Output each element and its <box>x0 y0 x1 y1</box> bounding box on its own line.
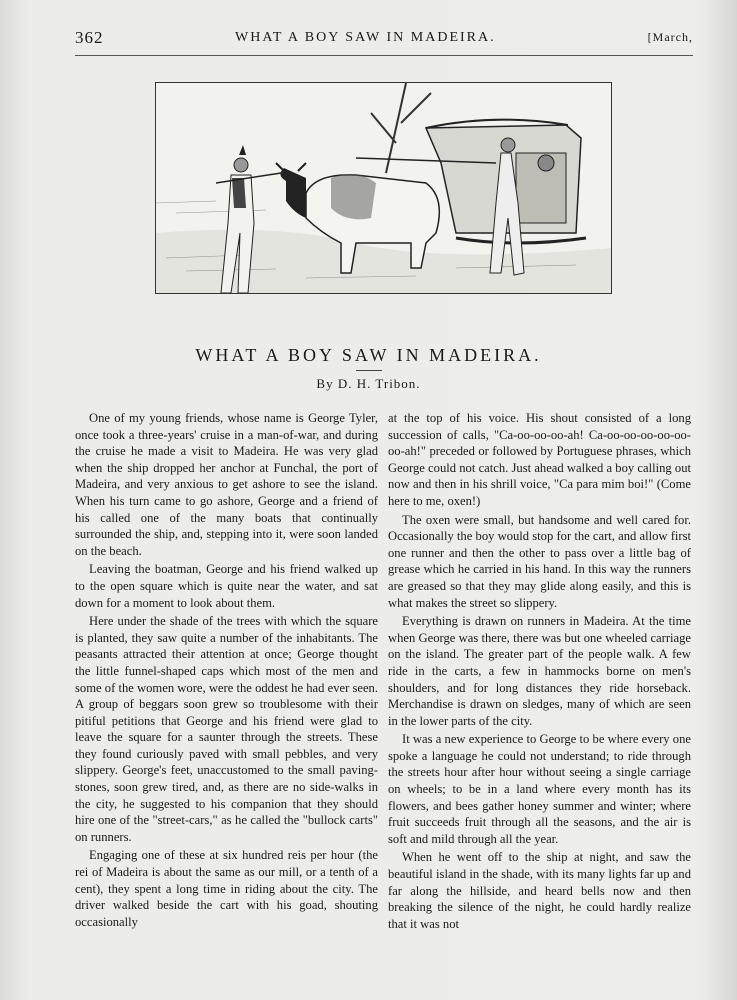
running-header <box>75 28 693 50</box>
title-rule <box>356 370 382 371</box>
right-column <box>388 410 691 934</box>
paragraph: at the top of his voice. His shout consisted of a long succession of calls, "Ca-oo-oo-oo-ah! Ca-oo-oo-oo-oo-oo-oo-ah!" preceded or followed by Portuguese phrases, which George could not catch. Just ahead walked a boy calling out now and then in his shrill voice, "Ca para mim boi!" (Come here to me, oxen!) <box>388 411 691 508</box>
paragraph: Leaving the boatman, George and his friend walked up to the open square which is quite near the water, and sat down for a moment to look about them. <box>75 562 378 610</box>
paragraph: Engaging one of these at six hundred reis per hour (the rei of Madeira is about the same as our mill, or a tenth of a cent), they spent a long time in riding about the city. The driver walked beside the cart with his goad, shouting occasionally <box>75 848 378 929</box>
paragraph: The oxen were small, but handsome and well cared for. Occasionally the boy would stop for the cart, and allow first one runner and then the other to pass over a little bag of grease which he carried in his hand. In this way the runners are greased so that they may glide along easily, and this is what makes the street so slippery. <box>388 512 691 610</box>
left-column <box>75 410 378 932</box>
page-number: 362 <box>75 28 104 47</box>
illustration-drawing <box>156 83 611 293</box>
paragraph: It was a new experience to George to be where every one spoke a language he could not understand; to ride through the streets hour after hour without seeing a single carriage on wheels; to be in a land where every month has its flowers, and bees gather honey summer and winter; where fruit succeeds fruit through all the seasons, and the air is soft and mild through all the year. <box>388 732 691 846</box>
paragraph: When he went off to the ship at night, and saw the beautiful island in the shade, with its many lights far up and far along the hillside, and heard bells now and then breaking the silence of the night, he could hardly realize that it was not <box>388 850 691 931</box>
header-rule <box>75 55 693 56</box>
paragraph: One of my young friends, whose name is George Tyler, once took a three-years' cruise in a man-of-war, and during the cruise he made a visit to Madeira. He was very glad when the ship dropped her anchor at Funchal, the port of Madeira, and very anxious to get ashore to see the island. When his turn came to go ashore, George and a friend of his called one of the many boats that continually surrounded the ship, and, stepping into it, were soon landed on the beach. <box>75 411 378 558</box>
paragraph: Here under the shade of the trees with which the square is planted, they saw quite a number of the inhabitants. The peasants attracted their attention at once; George thought the little funnel-shaped caps which most of the men and some of the women wore, were the oddest he had ever seen. A group of beggars soon grew so troublesome with their pitiful petitions that George and his friend were glad to leave the square for a saunter through the streets. These they found curiously paved with small pebbles, and very slippery. George's feet, unaccustomed to the small paving-stones, soon grew tired, and, as there are no side-walks in the city, he suggested to his companion that they should hire one of the "street-cars," as he called the "bullock carts" on runners. <box>75 614 378 844</box>
article-title: WHAT A BOY SAW IN MADEIRA. <box>195 345 542 365</box>
ox-cart-illustration <box>155 82 612 294</box>
paragraph: Everything is drawn on runners in Madeira. At the time when George was there, there was but one wheeled carriage on the island. The greater part of the people walk. A few ride in the carts, a few in hammocks borne on men's shoulders, and for long distances they ride horseback. Merchandise is drawn on sledges, many of which are seen in the lower parts of the city. <box>388 614 691 728</box>
running-title: WHAT A BOY SAW IN MADEIRA. <box>235 30 496 45</box>
article-byline: By D. H. Tribon. <box>316 376 421 391</box>
issue-month: [March, <box>647 30 693 44</box>
